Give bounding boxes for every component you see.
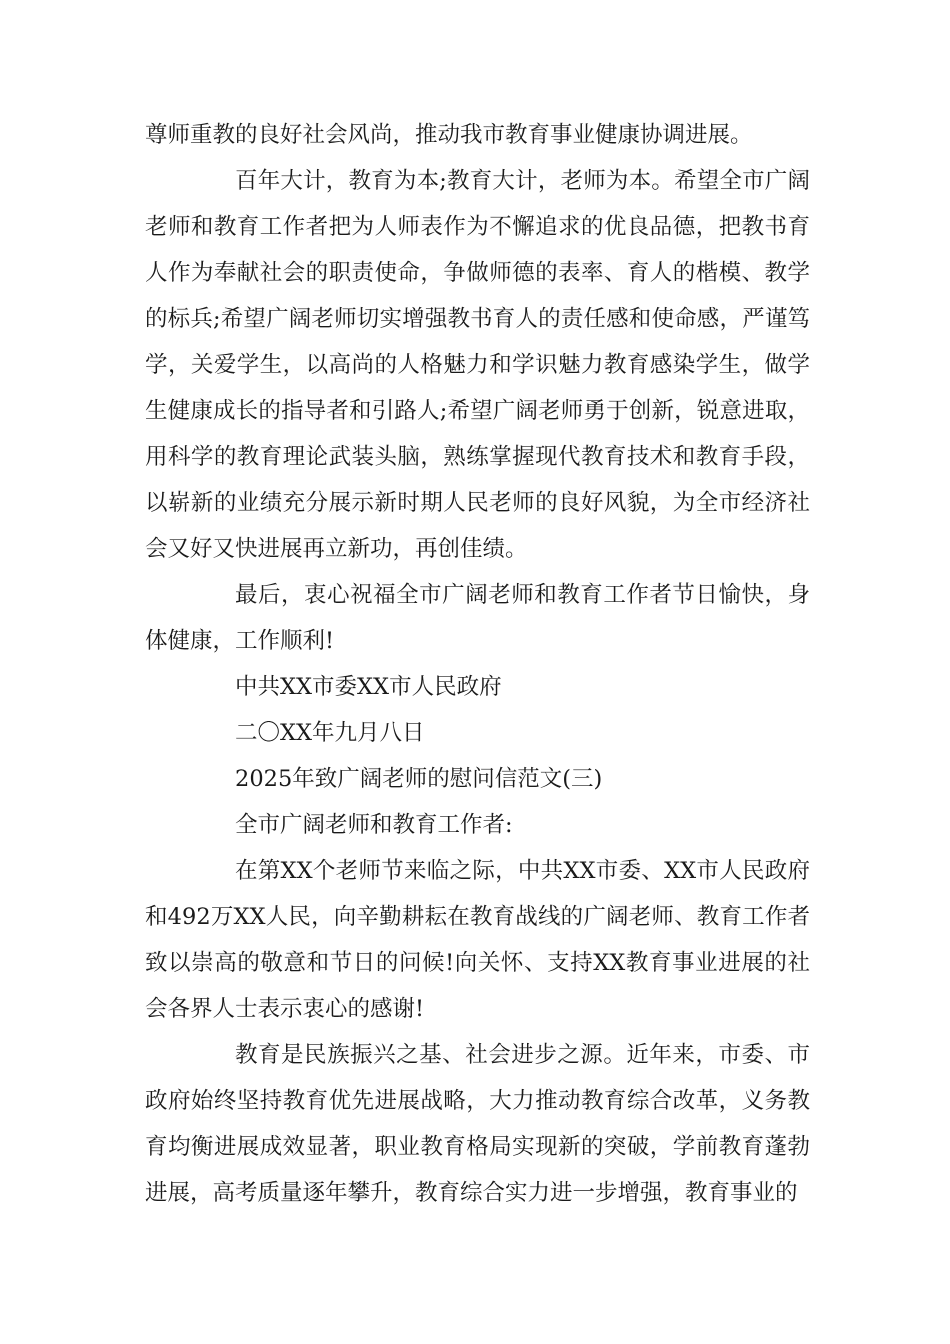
paragraph-9: 教育是民族振兴之基、社会进步之源。近年来，市委、市政府始终坚持教育优先进展战略，大力推动教育综合改革，义务教育均衡进展成效显著，职业教育格局实现新的突破，学前教育蓬勃进展，高考质量逐年攀升，教育综合实力进一步增强，教育事业的 — [145, 1042, 810, 1206]
letter-title: 2025年致广阔老师的慰问信范文(三) — [235, 766, 603, 792]
document-body — [145, 112, 810, 1216]
letter-salutation: 全市广阔老师和教育工作者: — [235, 812, 513, 838]
paragraph-1: 尊师重教的良好社会风尚，推动我市教育事业健康协调进展。 — [145, 122, 753, 148]
paragraph-8: 在第XX个老师节来临之际，中共XX市委、XX市人民政府和492万XX人民，向辛勤耕耘在教育战线的广阔老师、教育工作者致以崇高的敬意和节日的问候!向关怀、支持XX教育事业进展的社会各界人士表示衷心的感谢! — [145, 858, 810, 1022]
signature-date: 二〇XX年九月八日 — [235, 720, 425, 746]
paragraph-2: 百年大计，教育为本;教育大计，老师为本。希望全市广阔老师和教育工作者把为人师表作为不懈追求的优良品德，把教书育人作为奉献社会的职责使命，争做师德的表率、育人的楷模、教学的标兵;希望广阔老师切实增强教书育人的责任感和使命感，严谨笃学，关爱学生，以高尚的人格魅力和学识魅力教育感染学生，做学生健康成长的指导者和引路人;希望广阔老师勇于创新，锐意进取，用科学的教育理论武装头脑，熟练掌握现代教育技术和教育手段，以崭新的业绩充分展示新时期人民老师的良好风貌，为全市经济社会又好又快进展再立新功，再创佳绩。 — [145, 168, 810, 562]
paragraph-3: 最后，衷心祝福全市广阔老师和教育工作者节日愉快，身体健康，工作顺利! — [145, 582, 810, 654]
signature-org: 中共XX市委XX市人民政府 — [235, 674, 502, 700]
